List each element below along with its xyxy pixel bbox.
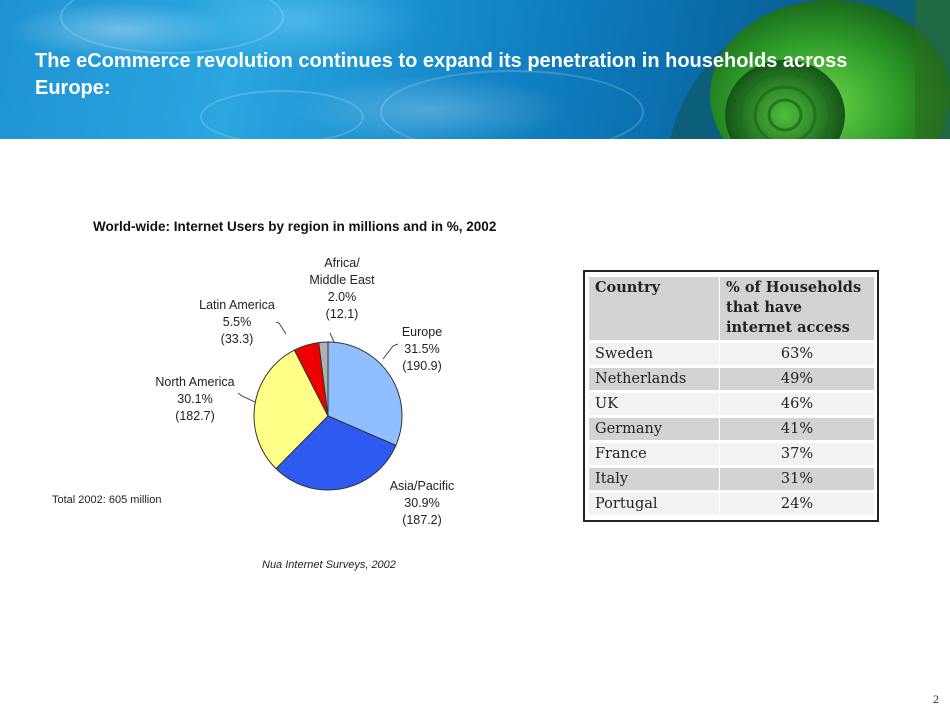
table-row [589, 443, 874, 465]
pie-label-europe [392, 324, 452, 375]
header-country: Country [589, 277, 719, 340]
pie-label-africa [302, 255, 382, 323]
percent-cell: 49% [720, 368, 874, 390]
country-cell: Portugal [589, 493, 719, 515]
table-row [589, 468, 874, 490]
pie-label-north-america [145, 374, 245, 425]
slide-title: The eCommerce revolution continues to expand its penetration in households across Europe: [35, 50, 848, 99]
households-table [588, 274, 875, 518]
pie-label-africa-name-1: Africa/ [324, 256, 360, 270]
pie-label-europe-percent: 31.5% [404, 342, 440, 356]
table-row [589, 418, 874, 440]
country-cell: Germany [589, 418, 719, 440]
pie-label-latin-america-name: Latin America [199, 298, 275, 312]
country-cell: Netherlands [589, 368, 719, 390]
percent-cell: 63% [720, 343, 874, 365]
table-header-row [589, 277, 874, 340]
table-row [589, 393, 874, 415]
pie-label-europe-value: (190.9) [402, 359, 442, 373]
country-cell: Italy [589, 468, 719, 490]
pie-label-asia-pacific-value: (187.2) [402, 513, 442, 527]
country-cell: France [589, 443, 719, 465]
country-cell: UK [589, 393, 719, 415]
households-table-frame [583, 270, 879, 522]
pie-label-europe-name: Europe [401, 325, 443, 339]
chart-source: Nua Internet Surveys, 2002 [262, 559, 396, 571]
pie-label-north-america-name: North America [155, 375, 235, 389]
chart-title: World-wide: Internet Users by region in millions and in %, 2002 [93, 219, 497, 234]
pie-label-africa-percent: 2.0% [327, 290, 357, 304]
page-number: 2 [933, 692, 939, 706]
country-cell: Sweden [589, 343, 719, 365]
total-users-note: Total 2002: 605 million [52, 494, 162, 506]
pie-label-north-america-percent: 30.1% [177, 392, 213, 406]
percent-cell: 31% [720, 468, 874, 490]
pie-label-latin-america-percent: 5.5% [222, 315, 252, 329]
percent-cell: 24% [720, 493, 874, 515]
percent-cell: 46% [720, 393, 874, 415]
pie-label-asia-pacific [380, 478, 464, 529]
pie-label-asia-pacific-name: Asia/Pacific [389, 479, 455, 493]
pie-label-africa-value: (12.1) [325, 307, 359, 321]
pie-label-north-america-value: (182.7) [175, 409, 215, 423]
pie-label-latin-america-value: (33.3) [220, 332, 254, 346]
leader-line-africa [330, 333, 334, 342]
table-row [589, 493, 874, 515]
header-households-percent: % of Households that have internet access [720, 277, 874, 340]
pie-label-africa-name-2: Middle East [309, 273, 375, 287]
pie-label-latin-america [187, 297, 287, 348]
table-row [589, 343, 874, 365]
percent-cell: 41% [720, 418, 874, 440]
pie-label-asia-pacific-percent: 30.9% [404, 496, 440, 510]
table-row [589, 368, 874, 390]
percent-cell: 37% [720, 443, 874, 465]
